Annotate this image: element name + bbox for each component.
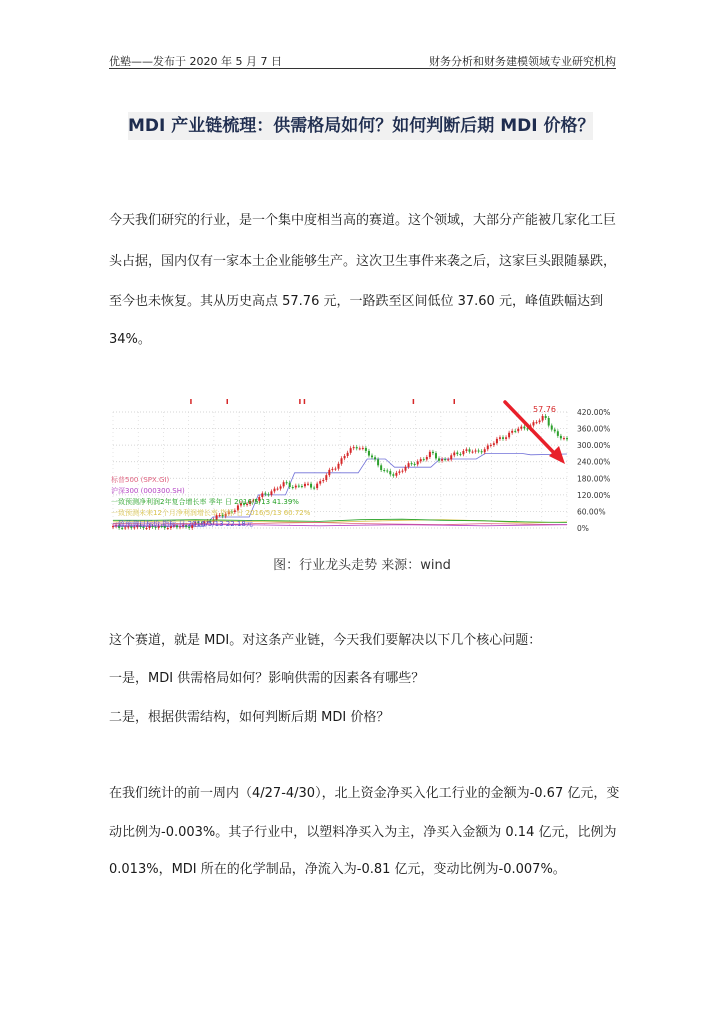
y-tick-label: 0%	[577, 524, 589, 533]
price-candle	[502, 437, 504, 439]
price-candle	[487, 446, 489, 450]
price-candle	[453, 453, 455, 456]
price-candle	[563, 438, 565, 439]
price-candle	[359, 448, 361, 449]
price-candle	[325, 475, 327, 480]
price-candle	[310, 484, 312, 488]
price-candle	[450, 455, 452, 459]
price-candle	[283, 482, 285, 486]
price-candle	[331, 469, 333, 470]
price-candle	[462, 451, 464, 454]
price-candle	[347, 453, 349, 456]
price-candle	[121, 528, 123, 529]
legend-entry: 一致预测目标价 指标 日 2016/5/13 22.18元	[111, 520, 253, 528]
price-candle	[362, 448, 364, 449]
price-candle	[478, 451, 480, 452]
event-marker	[304, 399, 306, 404]
flow-line-2: 动比例为-0.003%。其子行业中，以塑料净买入为主，净买入金额为 0.14 亿元，比例为	[109, 825, 617, 840]
event-marker	[227, 399, 229, 404]
price-candle	[490, 445, 492, 446]
flow-line-3: 0.013%，MDI 所在的化学制品，净流入为-0.81 亿元，变动比例为-0.007%。	[109, 862, 566, 877]
price-candle	[386, 470, 388, 471]
price-candle	[554, 430, 556, 432]
stock-chart	[109, 398, 616, 536]
y-tick-label: 120.00%	[577, 490, 611, 500]
price-candle	[508, 433, 510, 438]
question-1: 一是，MDI 供需格局如何？影响供需的因素各有哪些？	[109, 671, 425, 686]
price-candle	[295, 486, 297, 488]
price-candle	[401, 471, 403, 472]
price-candle	[481, 451, 483, 452]
price-candle	[560, 436, 562, 439]
price-candle	[536, 422, 538, 423]
figure-caption: 图：行业龙头走势 来源：wind	[273, 558, 451, 573]
price-candle	[292, 487, 294, 488]
price-candle	[542, 416, 544, 421]
price-candle	[289, 483, 291, 487]
price-candle	[496, 439, 498, 443]
price-candle	[420, 459, 422, 461]
price-candle	[392, 474, 394, 475]
price-candle	[557, 431, 559, 436]
price-candle	[408, 463, 410, 467]
intro-line-4: 34%。	[109, 332, 151, 347]
price-candle	[523, 427, 525, 429]
price-candle	[505, 437, 507, 439]
price-candle	[441, 459, 443, 461]
header-left: 优塾——发布于 2020 年 5 月 7 日	[109, 55, 282, 68]
event-marker	[454, 399, 456, 404]
price-candle	[472, 452, 474, 453]
price-candle	[167, 528, 169, 529]
price-candle	[532, 422, 534, 425]
price-candle	[566, 438, 568, 439]
price-candle	[273, 489, 275, 492]
price-candle	[484, 449, 486, 452]
price-candle	[395, 473, 397, 476]
price-candle	[368, 451, 370, 456]
price-candle	[277, 489, 279, 490]
price-candle	[319, 481, 321, 483]
price-candle	[365, 448, 367, 451]
price-candle	[286, 482, 288, 483]
price-candle	[389, 471, 391, 474]
question-2: 二是，根据供需结构，如何判断后期 MDI 价格？	[109, 710, 390, 725]
price-candle	[447, 459, 449, 460]
price-candle	[337, 464, 339, 469]
price-candle	[435, 453, 437, 458]
price-candle	[423, 459, 425, 460]
price-candle	[444, 459, 446, 460]
legend-entry: 一致预测未来12个月净利润增长率 指标 日 2016/5/13 60.72%	[111, 509, 311, 517]
price-candle	[322, 480, 324, 481]
price-candle	[353, 447, 355, 448]
price-candle	[499, 437, 501, 439]
price-candle	[298, 486, 300, 487]
price-candle	[316, 484, 318, 488]
y-tick-label: 360.00%	[577, 424, 611, 434]
price-candle	[417, 461, 419, 464]
intro-line-1: 今天我们研究的行业，是一个集中度相当高的赛道。这个领域，大部分产能被几家化工巨	[109, 213, 617, 228]
price-candle	[551, 426, 553, 430]
stock-chart-svg	[109, 398, 616, 536]
price-candle	[429, 452, 431, 457]
peak-label: 57.76	[533, 405, 556, 414]
price-candle	[341, 458, 343, 463]
event-marker	[413, 399, 415, 404]
price-candle	[493, 443, 495, 445]
y-tick-label: 420.00%	[577, 408, 611, 417]
y-tick-label: 240.00%	[577, 457, 611, 467]
price-candle	[514, 431, 516, 432]
intro-line-3: 至今也未恢复。其从历史高点 57.76 元，一路跌至区间低位 37.60 元，峰值跌幅达到	[109, 294, 603, 309]
price-candle	[475, 451, 477, 452]
price-candle	[414, 464, 416, 465]
price-candle	[517, 429, 519, 432]
price-candle	[280, 486, 282, 488]
price-candle	[459, 454, 461, 455]
price-candle	[264, 493, 266, 494]
event-marker	[299, 399, 301, 404]
price-candle	[261, 493, 263, 497]
price-candle	[267, 494, 269, 495]
price-candle	[371, 456, 373, 458]
price-candle	[344, 456, 346, 458]
price-candle	[380, 465, 382, 470]
price-candle	[426, 457, 428, 459]
price-candle	[411, 463, 413, 464]
price-candle	[548, 418, 550, 425]
price-candle	[526, 428, 528, 429]
price-candle	[304, 484, 306, 486]
price-candle	[511, 431, 513, 433]
legend-entry: 标普500 (SPX.GI)	[111, 476, 170, 484]
article-title: MDI 产业链梳理：供需格局如何？如何判断后期 MDI 价格？	[128, 112, 593, 140]
y-tick-label: 180.00%	[577, 474, 611, 484]
price-candle	[468, 449, 470, 451]
flow-line-1: 在我们统计的前一周内（4/27-4/30），北上资金净买入化工行业的金额为-0.67 亿元，变	[109, 786, 620, 801]
price-candle	[374, 457, 376, 459]
legend-entry: 沪深300 (000300.SH)	[111, 487, 185, 495]
price-candle	[545, 416, 547, 418]
y-tick-label: 300.00%	[577, 441, 611, 451]
price-candle	[405, 467, 407, 471]
price-candle	[270, 491, 272, 494]
price-candle	[356, 447, 358, 448]
questions-lead: 这个赛道，就是 MDI。对这条产业链，今天我们要解决以下几个核心问题：	[109, 633, 542, 648]
event-marker	[190, 399, 192, 404]
price-candle	[383, 470, 385, 471]
price-candle	[301, 486, 303, 487]
price-candle	[307, 484, 309, 485]
price-candle	[328, 470, 330, 475]
intro-line-2: 头占据，国内仅有一家本土企业能够生产。这次卫生事件来袭之后，这家巨头跟随暴跌，	[109, 254, 617, 269]
price-candle	[313, 488, 315, 489]
price-candle	[398, 471, 400, 472]
price-candle	[334, 469, 336, 470]
price-candle	[456, 453, 458, 455]
price-candle	[520, 427, 522, 429]
header-right: 财务分析和财务建模领域专业研究机构	[429, 55, 616, 68]
price-candle	[350, 448, 352, 453]
price-candle	[377, 459, 379, 465]
legend-entry: 一致预测净利润2年复合增长率 季年 日 2016/5/13 41.39%	[111, 498, 299, 506]
price-candle	[146, 528, 148, 529]
price-candle	[539, 420, 541, 422]
header-rule	[109, 68, 616, 69]
price-candle	[465, 449, 467, 451]
y-tick-label: 60.00%	[577, 507, 606, 517]
price-candle	[432, 452, 434, 453]
price-candle	[438, 458, 440, 460]
